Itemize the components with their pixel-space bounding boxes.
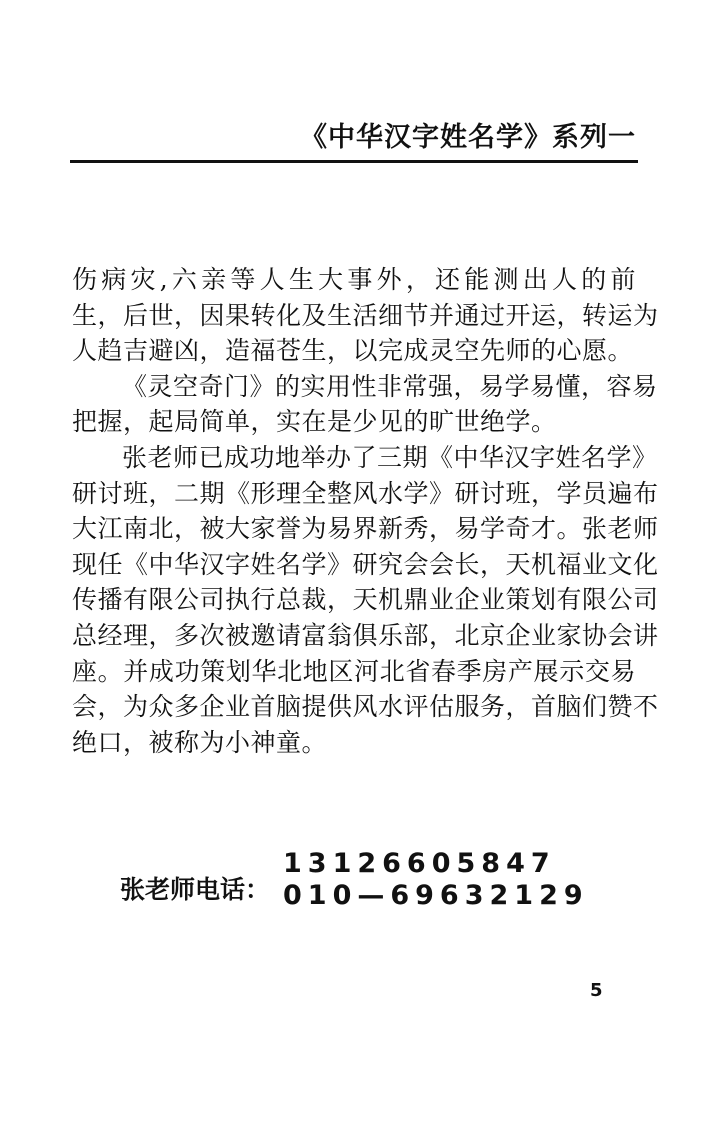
text-line: 人趋吉避凶，造福苍生，以完成灵空先师的心愿。 — [72, 336, 634, 366]
text-line: 座。并成功策划华北地区河北省春季房产展示交易 — [72, 656, 636, 686]
text-line: 绝口，被称为小神童。 — [72, 727, 328, 757]
contact-block — [120, 848, 620, 922]
body-text — [72, 262, 659, 760]
text-line: 《灵空奇门》的实用性非常强，易学易懂，容易 — [122, 371, 658, 401]
text-line: 会，为众多企业首脑提供风水评估服务，首脑们赞不 — [72, 692, 659, 722]
text-line: 大江南北，被大家誉为易界新秀，易学奇才。张老师 — [72, 514, 659, 544]
page-number: 5 — [590, 980, 603, 1001]
contact-label: 张老师电话： — [120, 875, 271, 904]
text-line: 把握，起局简单，实在是少见的旷世绝学。 — [72, 407, 557, 437]
text-line: 研讨班，二期《形理全整风水学》研讨班，学员遍布 — [72, 478, 659, 508]
text-line: 传播有限公司执行总裁，天机鼎业企业策划有限公司 — [72, 585, 659, 615]
text-line: 生，后世，因果转化及生活细节并通过开运，转运为 — [72, 300, 659, 330]
running-header-title: 《中华汉字姓名学》系列一 — [300, 122, 636, 153]
paragraph-3 — [72, 440, 659, 760]
landline-phone-number: 010—69632129 — [283, 880, 589, 911]
text-line: 伤病灾,六亲等人生大事外，还能测出人的前 — [72, 265, 636, 294]
paragraph-1 — [72, 262, 659, 369]
text-line: 现任《中华汉字姓名学》研究会会长，天机福业文化 — [72, 549, 659, 579]
paragraph-2 — [72, 369, 658, 440]
text-line: 张老师已成功地举办了三期《中华汉字姓名学》 — [122, 442, 658, 472]
text-line: 总经理，多次被邀请富翁俱乐部，北京企业家协会讲 — [72, 620, 659, 650]
mobile-phone-number: 13126605847 — [283, 848, 556, 879]
header-divider — [70, 160, 638, 163]
